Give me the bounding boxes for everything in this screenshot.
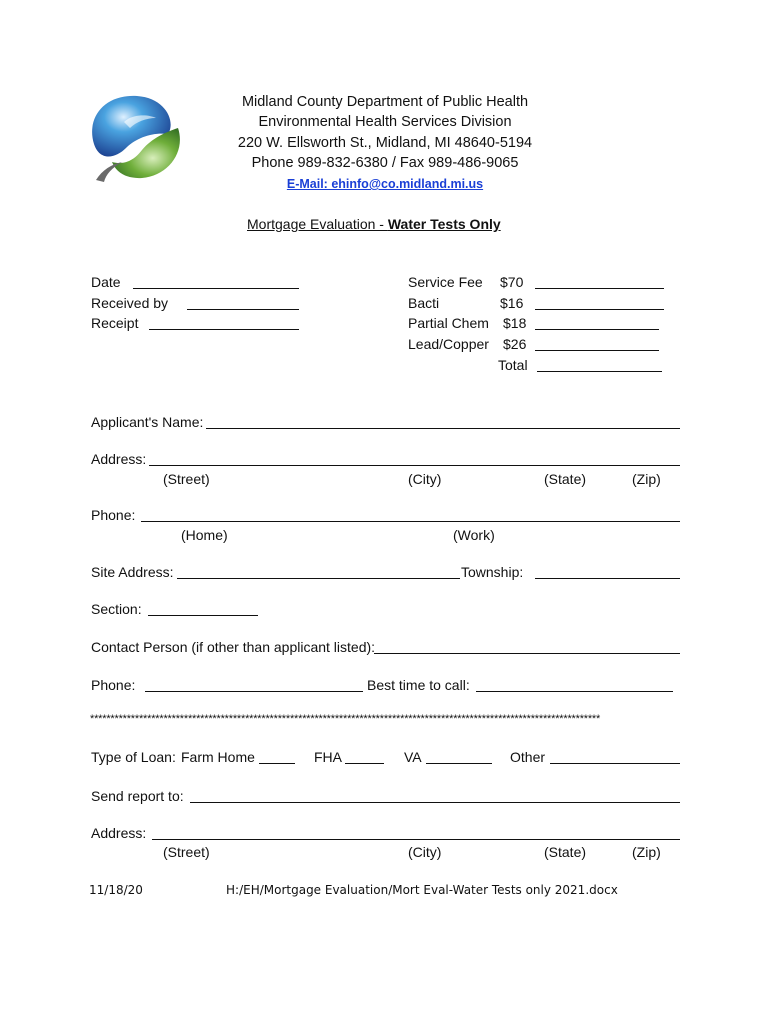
send-report-label: Send report to:	[91, 788, 184, 804]
partial-chem-amount: $18	[503, 315, 527, 331]
street-caption: (Street)	[163, 471, 210, 487]
service-fee-amount: $70	[500, 274, 524, 290]
applicant-phone-field[interactable]	[141, 521, 680, 522]
street-address: 220 W. Ellsworth St., Midland, MI 48640-5194	[237, 135, 533, 151]
send-report-field[interactable]	[190, 802, 680, 803]
received-by-label: Received by	[91, 295, 169, 311]
separator: *****************************************************************************************************************************	[90, 713, 601, 725]
city-caption: (City)	[408, 471, 442, 487]
site-address-label: Site Address:	[91, 564, 174, 580]
applicant-address-field[interactable]	[149, 465, 680, 466]
form-title: Mortgage Evaluation - Water Tests Only	[247, 216, 501, 232]
county-logo	[82, 92, 188, 184]
bacti-amount: $16	[500, 295, 524, 311]
partial-chem-label: Partial Chem	[408, 315, 489, 331]
contact-person-label: Contact Person (if other than applicant listed):	[91, 639, 376, 655]
best-time-label: Best time to call:	[367, 677, 470, 693]
best-time-field[interactable]	[476, 691, 673, 692]
lead-copper-label: Lead/Copper	[408, 336, 489, 352]
phone-fax: Phone 989-832-6380 / Fax 989-486-9065	[251, 155, 519, 171]
report-city-caption: (City)	[408, 844, 442, 860]
section-field[interactable]	[148, 615, 258, 616]
applicant-name-field[interactable]	[206, 428, 680, 429]
zip-caption: (Zip)	[632, 471, 661, 487]
footer-date: 11/18/20	[89, 883, 143, 897]
service-fee-line[interactable]	[535, 288, 664, 289]
report-zip-caption: (Zip)	[632, 844, 661, 860]
bacti-label: Bacti	[408, 295, 440, 311]
other-field[interactable]	[550, 763, 680, 764]
lead-copper-line[interactable]	[535, 350, 659, 351]
applicant-phone-label: Phone:	[91, 507, 136, 523]
total-line[interactable]	[537, 371, 662, 372]
applicant-address-label: Address:	[91, 451, 147, 467]
fha-label: FHA	[314, 749, 342, 765]
township-label: Township:	[461, 564, 524, 580]
report-address-label: Address:	[91, 825, 147, 841]
contact-phone-field[interactable]	[145, 691, 363, 692]
total-label: Total	[498, 357, 528, 373]
township-field[interactable]	[535, 578, 680, 579]
state-caption: (State)	[544, 471, 587, 487]
loan-type-label: Type of Loan:	[91, 749, 176, 765]
report-address-field[interactable]	[152, 839, 680, 840]
report-state-caption: (State)	[544, 844, 587, 860]
division-name: Environmental Health Services Division	[258, 114, 512, 130]
partial-chem-line[interactable]	[535, 329, 659, 330]
received-by-line[interactable]	[187, 309, 299, 310]
date-label: Date	[91, 274, 121, 290]
farm-home-label: Farm Home	[181, 749, 255, 765]
section-label: Section:	[91, 601, 142, 617]
va-label: VA	[404, 749, 422, 765]
service-fee-label: Service Fee	[408, 274, 483, 290]
farm-home-field[interactable]	[259, 763, 295, 764]
site-address-field[interactable]	[177, 578, 460, 579]
bacti-line[interactable]	[535, 309, 664, 310]
fha-field[interactable]	[345, 763, 384, 764]
applicant-name-label: Applicant's Name:	[91, 414, 204, 430]
receipt-label: Receipt	[91, 315, 139, 331]
receipt-line[interactable]	[149, 329, 299, 330]
home-caption: (Home)	[181, 527, 228, 543]
work-caption: (Work)	[453, 527, 495, 543]
email-link[interactable]: E-Mail: ehinfo@co.midland.mi.us	[286, 177, 484, 191]
va-field[interactable]	[426, 763, 492, 764]
other-label: Other	[510, 749, 546, 765]
lead-copper-amount: $26	[503, 336, 527, 352]
contact-person-field[interactable]	[374, 653, 680, 654]
date-line[interactable]	[133, 288, 299, 289]
footer-file-path: H:/EH/Mortgage Evaluation/Mort Eval-Water Tests only 2021.docx	[226, 883, 618, 897]
contact-phone-label: Phone:	[91, 677, 136, 693]
org-name: Midland County Department of Public Health	[241, 94, 529, 110]
report-street-caption: (Street)	[163, 844, 210, 860]
